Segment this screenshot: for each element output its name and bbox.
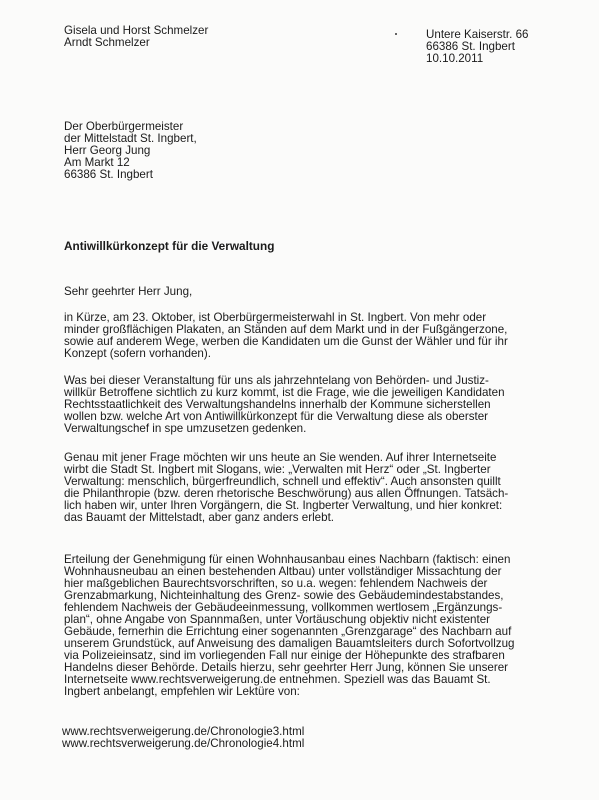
paragraph-line: Wohnhausneubau an einen bestehenden Altbau) unter vollständiger Missachtung der bbox=[64, 565, 502, 578]
body-paragraph-3 bbox=[64, 452, 508, 524]
paragraph-line: Internetseite www.rechtsverweigerung.de entnehmen. Speziell was das Bauamt St. bbox=[64, 673, 491, 686]
chronologie3-link: www.rechtsverweigerung.de/Chronologie3.html bbox=[62, 725, 305, 738]
body-paragraph-4 bbox=[64, 554, 514, 698]
link-list bbox=[62, 726, 304, 750]
paragraph-line: sowie auf anderem Wege, werben die Kandidaten um die Gunst der Wähler und für ihr bbox=[64, 335, 508, 348]
sender-address-block bbox=[426, 29, 528, 65]
sender-block bbox=[64, 25, 208, 49]
recipient-line: 66386 St. Ingbert bbox=[64, 168, 153, 181]
paragraph-line: Konzept (sofern vorhanden). bbox=[64, 347, 211, 360]
paragraph-line: minder großflächigen Plakaten, an Ständen auf dem Markt und in der Fußgängerzone, bbox=[64, 323, 508, 336]
sender-city: 66386 St. Ingbert bbox=[426, 40, 515, 53]
sender-name-line: Arndt Schmelzer bbox=[64, 36, 150, 49]
paragraph-line: via Polizeieinsatz, sind im vorliegenden Fall nur einige der Höhepunkte des strafbaren bbox=[64, 649, 505, 662]
sender-street: Untere Kaiserstr. 66 bbox=[426, 28, 529, 41]
paragraph-line: unserem Grundstück, auf Anweisung des damaligen Bauamtsleiters durch Sofortvollzug bbox=[64, 637, 515, 650]
body-paragraph-1 bbox=[64, 312, 508, 360]
paragraph-line: willkür Betroffene sichtlich zu kurz kommt, ist die Frage, wie die jeweiligen Kandidaten bbox=[64, 386, 505, 399]
recipient-line: Herr Georg Jung bbox=[64, 144, 151, 157]
paragraph-line: wollen bzw. welche Art von Antiwillkürkonzept für die Verwaltung diese als oberster bbox=[64, 410, 489, 423]
body-paragraph-2 bbox=[64, 375, 505, 435]
paragraph-line: lich haben wir, unter Ihren Vorgängern, die St. Ingberter Verwaltung, und hier konkret: bbox=[64, 499, 503, 512]
paragraph-line: Verwaltungschef in spe umzusetzen gedenken. bbox=[64, 422, 307, 435]
recipient-line: Der Oberbürgermeister bbox=[64, 120, 184, 133]
paragraph-line: Was bei dieser Veranstaltung für uns als jahrzehntelang von Behörden- und Justiz- bbox=[64, 374, 489, 387]
paragraph-line: Handelns dieser Behörde. Details hierzu, sehr geehrter Herr Jung, können Sie unserer bbox=[64, 661, 509, 674]
paragraph-line: fehlendem Nachweis der Gebäudeeinmessung, vollkommen wertlosem „Ergänzungs- bbox=[64, 601, 503, 614]
paragraph-line: Grenzabmarkung, Nichteinhaltung des Grenz- sowie des Gebäudemindestabstandes, bbox=[64, 589, 504, 602]
paragraph-line: Erteilung der Genehmigung für einen Wohnhausanbau eines Nachbarn (faktisch: einen bbox=[64, 553, 511, 566]
letter-salutation: Sehr geehrter Herr Jung, bbox=[64, 285, 193, 298]
paragraph-line: wirbt die Stadt St. Ingbert mit Slogans, wie: „Verwalten mit Herz“ oder „St. Ingberter bbox=[64, 463, 491, 476]
paragraph-line: die Philanthropie (bzw. deren rhetorische Beschwörung) aus allen Öffnungen. Tatsäch- bbox=[64, 487, 509, 500]
paragraph-line: Verwaltung: menschlich, bürgerfreundlich, schnell und effektiv“. Auch ansonsten quillt bbox=[64, 475, 501, 488]
recipient-line: Am Markt 12 bbox=[64, 156, 130, 169]
letter-date: 10.10.2011 bbox=[426, 52, 484, 65]
sender-name-line: Gisela und Horst Schmelzer bbox=[64, 24, 209, 37]
paragraph-line: das Bauamt der Mittelstadt, aber ganz anders erlebt. bbox=[64, 511, 335, 524]
chronologie4-link: www.rechtsverweigerung.de/Chronologie4.html bbox=[62, 737, 305, 750]
paragraph-line: plan“, ohne Angabe von Spannmaßen, unter Vortäuschung objektiv nicht existenter bbox=[64, 613, 491, 626]
paragraph-line: hier maßgeblichen Baurechtsvorschriften, so u.a. wegen: fehlendem Nachweis der bbox=[64, 577, 488, 590]
speck-mark bbox=[395, 33, 397, 35]
recipient-block bbox=[64, 121, 197, 181]
paragraph-line: Genau mit jener Frage möchten wir uns heute an Sie wenden. Auf ihrer Internetseite bbox=[64, 451, 497, 464]
letter-subject: Antiwillkürkonzept für die Verwaltung bbox=[64, 239, 275, 253]
paragraph-line: Gebäude, fernerhin die Errichtung einer sogenannten „Grenzgarage“ des Nachbarn auf bbox=[64, 625, 512, 638]
paragraph-line: Ingbert anbelangt, empfehlen wir Lektüre von: bbox=[64, 685, 300, 698]
paragraph-line: Rechtsstaatlichkeit des Verwaltungshandelns innerhalb der Kommune sicherstellen bbox=[64, 398, 491, 411]
recipient-line: der Mittelstadt St. Ingbert, bbox=[64, 132, 197, 145]
paragraph-line: in Kürze, am 23. Oktober, ist Oberbürgermeisterwahl in St. Ingbert. Von mehr oder bbox=[64, 311, 487, 324]
